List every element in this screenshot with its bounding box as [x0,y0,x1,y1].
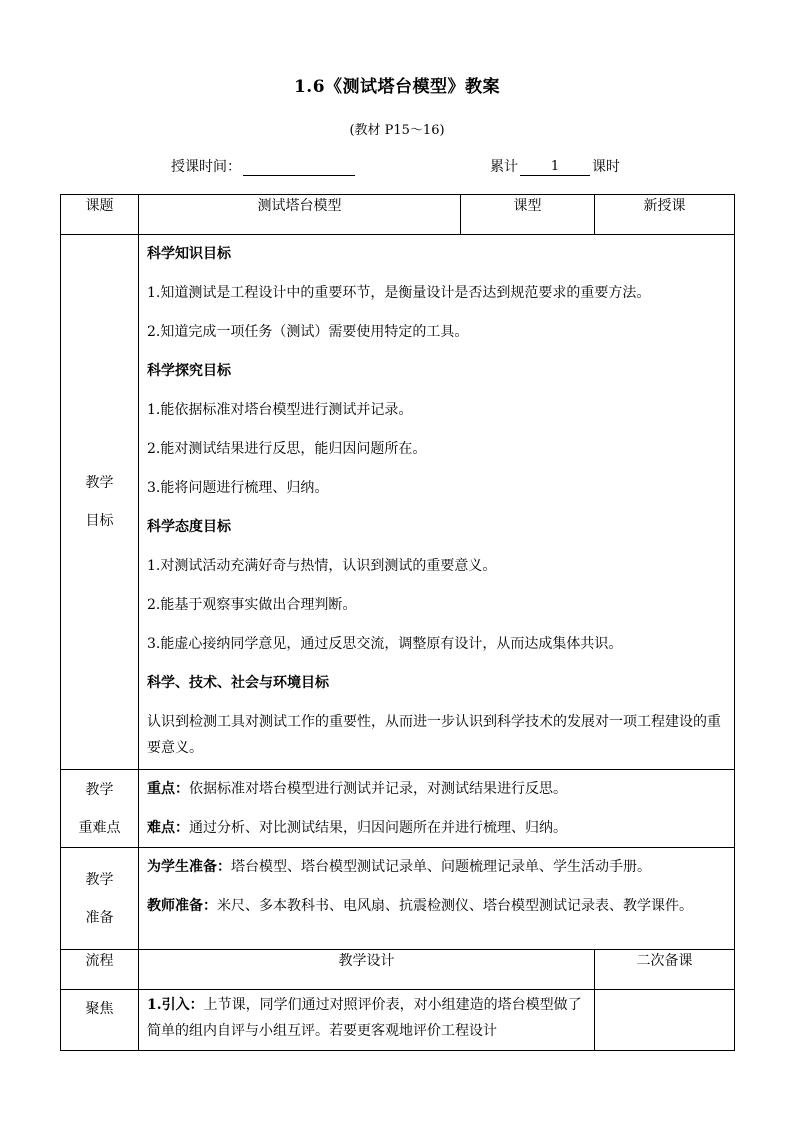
preparation-label: 教学 准备 [61,848,139,950]
lesson-count [490,156,620,176]
objectives-row [61,235,735,770]
lesson-count-unit: 课时 [592,159,620,175]
attitude-item: 2.能基于观察事实做出合理判断。 [147,597,357,613]
preparation-row [61,848,735,950]
teacher-prep-text: 米尺、多本教科书、电风扇、抗震检测仪、塔台模型测试记录表、教学课件。 [217,898,693,914]
attitude-heading: 科学态度目标 [147,519,231,535]
key-text: 依据标准对塔台模型进行测试并记录，对测试结果进行反思。 [189,781,567,797]
topic-value: 测试塔台模型 [139,195,461,235]
process-header-row [61,950,735,990]
student-prep-text: 塔台模型、塔台模型测试记录单、问题梳理记录单、学生活动手册。 [231,859,651,875]
lesson-time-blank [243,159,355,176]
lesson-count-value: 1 [520,159,590,176]
inquiry-item: 3.能将问题进行梳理、归纳。 [147,480,329,496]
textbook-pages: (教材 P15～16) [349,123,445,138]
focus-content [139,990,595,1051]
difficulty-label: 难点： [147,820,189,836]
flow-header: 流程 [61,950,139,990]
topic-label: 课题 [61,195,139,235]
second-prep-cell [595,990,735,1051]
key-label: 重点： [147,781,189,797]
knowledge-item: 1.知道测试是工程设计中的重要环节，是衡量设计是否达到规范要求的重要方法。 [147,285,651,301]
intro-label: 1.引入： [147,997,204,1013]
inquiry-item: 2.能对测试结果进行反思，能归因问题所在。 [147,441,427,457]
topic-row [61,195,735,235]
key-points-row [61,770,735,848]
intro-text: 上节课，同学们通过对照评价表，对小组建造的塔台模型做了简单的组内自评与小组互评。若要更客观地评价工程设计 [147,997,582,1039]
key-points-label: 教学 重难点 [61,770,139,848]
lesson-plan-table [60,194,735,1051]
attitude-item: 3.能虚心接纳同学意见，通过反思交流，调整原有设计，从而达成集体共识。 [147,636,623,652]
lesson-time [171,156,355,176]
focus-row [61,990,735,1051]
design-header: 教学设计 [139,950,595,990]
lesson-count-label: 累计 [490,159,518,175]
stse-heading: 科学、技术、社会与环境目标 [147,675,329,691]
stse-item: 认识到检测工具对测试工作的重要性，从而进一步认识到科学技术的发展对一项工程建设的重要意义。 [147,714,721,756]
difficulty-text: 通过分析、对比测试结果，归因问题所在并进行梳理、归纳。 [189,820,567,836]
second-prep-header: 二次备课 [595,950,735,990]
attitude-item: 1.对测试活动充满好奇与热情，认识到测试的重要意义。 [147,558,497,574]
type-value: 新授课 [595,195,735,235]
teacher-prep-label: 教师准备： [147,898,217,914]
focus-label: 聚焦 [61,990,139,1051]
key-points-content [139,770,735,848]
objectives-content [139,235,735,770]
preparation-content [139,848,735,950]
lesson-meta [0,156,794,176]
knowledge-heading: 科学知识目标 [147,246,231,262]
inquiry-item: 1.能依据标准对塔台模型进行测试并记录。 [147,402,413,418]
student-prep-label: 为学生准备： [147,859,231,875]
objectives-label: 教学 目标 [61,235,139,770]
type-label: 课型 [461,195,595,235]
inquiry-heading: 科学探究目标 [147,363,231,379]
knowledge-item: 2.知道完成一项任务（测试）需要使用特定的工具。 [147,324,469,340]
page-title: 1.6《测试塔台模型》教案 [293,77,501,97]
lesson-time-label: 授课时间： [171,159,241,175]
